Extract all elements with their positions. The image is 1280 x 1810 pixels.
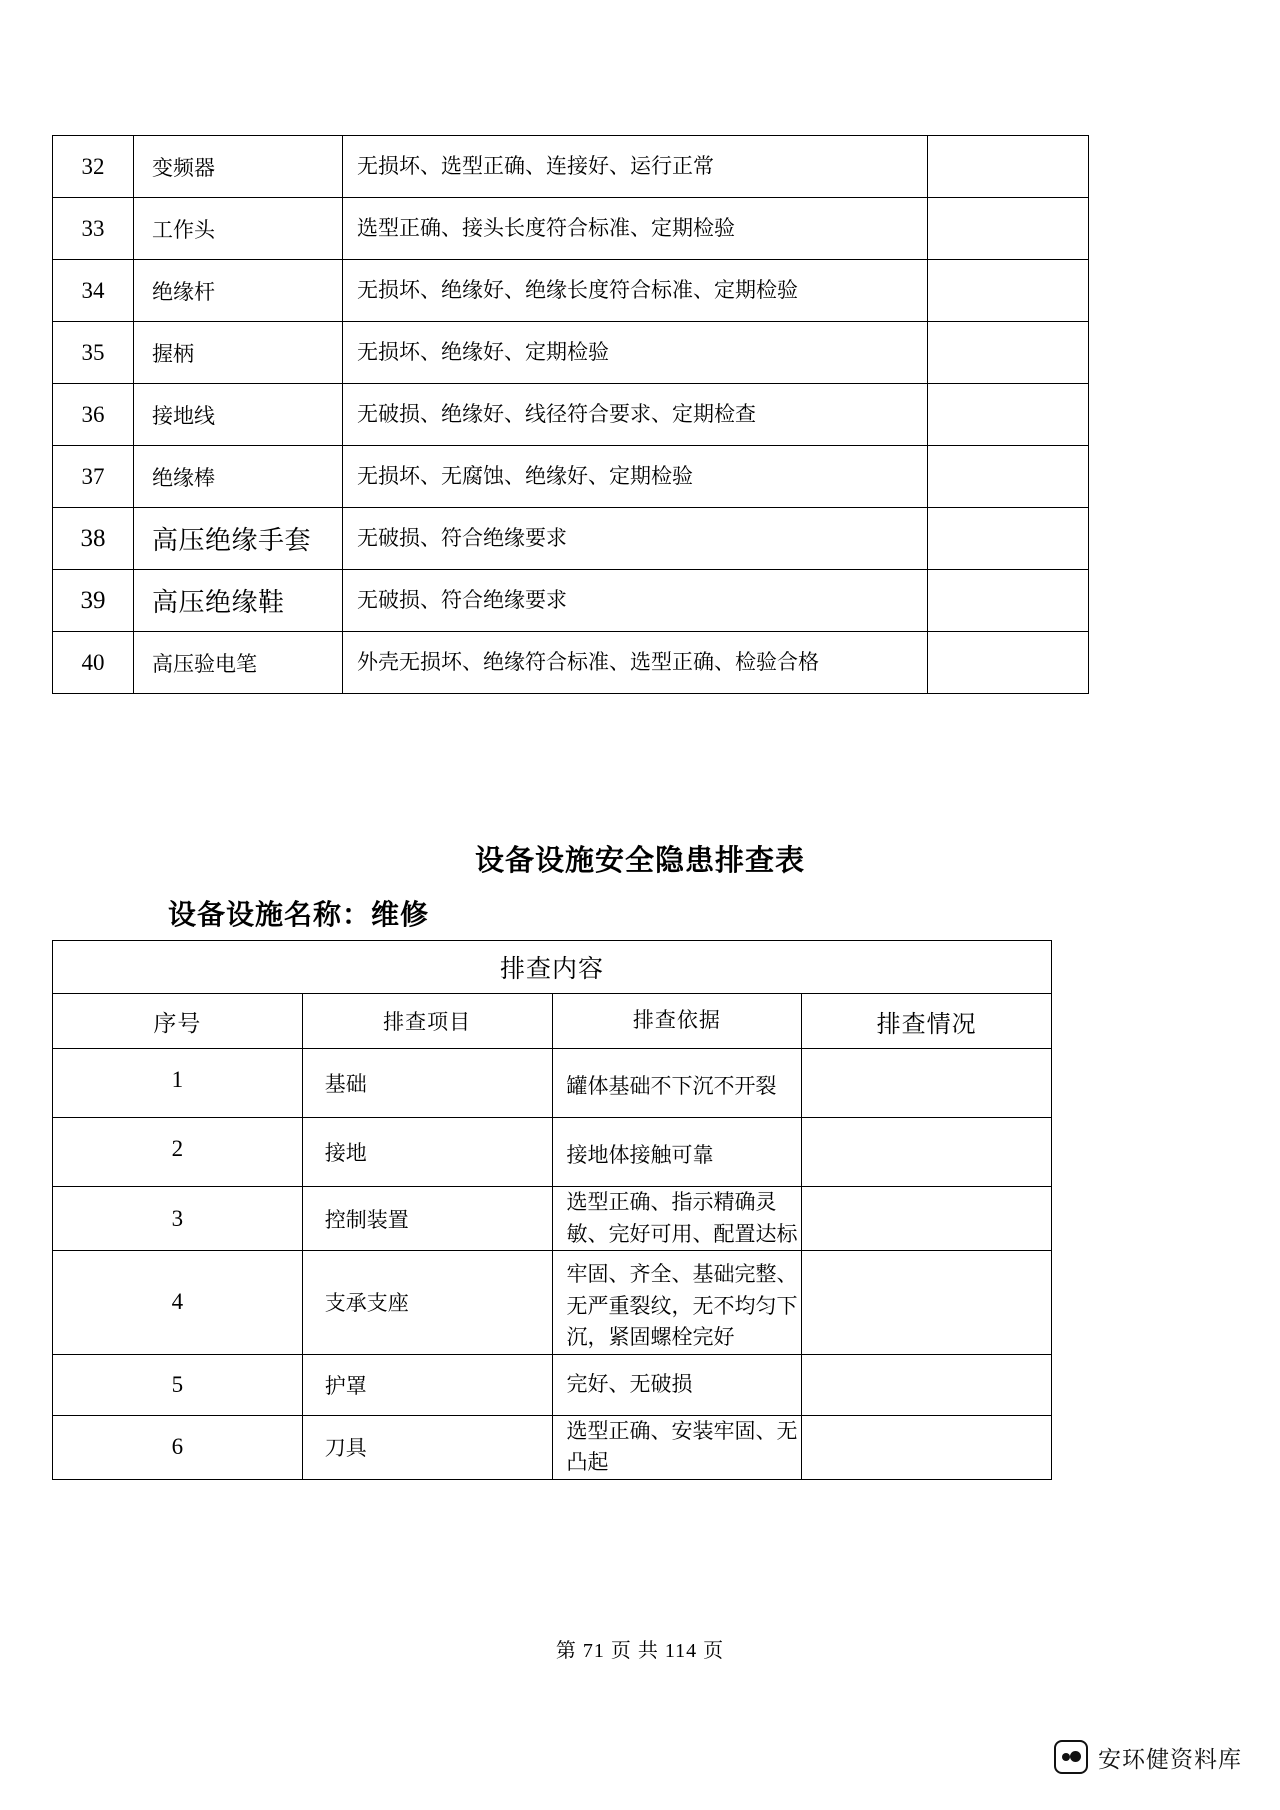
- row-number: 36: [53, 384, 134, 446]
- row-status: [928, 136, 1089, 198]
- row-status: [802, 1415, 1052, 1479]
- row-item: 支承支座: [302, 1251, 552, 1355]
- table-row: [53, 1354, 1052, 1415]
- row-basis: 完好、无破损: [552, 1354, 802, 1415]
- row-basis: 选型正确、接头长度符合标准、定期检验: [343, 198, 928, 260]
- row-item: 刀具: [302, 1415, 552, 1479]
- row-number: 3: [53, 1187, 303, 1251]
- row-status: [928, 446, 1089, 508]
- row-item: 高压绝缘手套: [134, 508, 343, 570]
- table-row: [53, 1049, 1052, 1118]
- row-status: [802, 1354, 1052, 1415]
- row-status: [928, 632, 1089, 694]
- row-basis: 无损坏、绝缘好、绝缘长度符合标准、定期检验: [343, 260, 928, 322]
- row-item: 接地: [302, 1118, 552, 1187]
- row-number: 34: [53, 260, 134, 322]
- row-item: 控制装置: [302, 1187, 552, 1251]
- row-item: 接地线: [134, 384, 343, 446]
- page-number-footer: 第 71 页 共 114 页: [555, 1640, 725, 1662]
- row-status: [928, 322, 1089, 384]
- column-header-no: 序号: [53, 994, 303, 1049]
- table-row: [53, 508, 1089, 570]
- table-row: [53, 570, 1089, 632]
- row-number: 2: [53, 1118, 303, 1187]
- equipment-name-label: 设备设施名称：维修: [168, 900, 430, 931]
- source-watermark: [1054, 1740, 1242, 1774]
- row-number: 33: [53, 198, 134, 260]
- table-row: [53, 1415, 1052, 1479]
- row-basis: 无损坏、选型正确、连接好、运行正常: [343, 136, 928, 198]
- row-number: 40: [53, 632, 134, 694]
- row-basis: 无破损、符合绝缘要求: [343, 508, 928, 570]
- table-row: [53, 632, 1089, 694]
- row-number: 38: [53, 508, 134, 570]
- row-item: 工作头: [134, 198, 343, 260]
- table-row: [53, 260, 1089, 322]
- row-item: 护罩: [302, 1354, 552, 1415]
- row-basis: 无损坏、绝缘好、定期检验: [343, 322, 928, 384]
- column-header-item: 排查项目: [302, 994, 552, 1049]
- row-basis: 无破损、绝缘好、线径符合要求、定期检查: [343, 384, 928, 446]
- row-status: [928, 260, 1089, 322]
- row-status: [928, 384, 1089, 446]
- row-status: [802, 1118, 1052, 1187]
- row-basis: 外壳无损坏、绝缘符合标准、选型正确、检验合格: [343, 632, 928, 694]
- row-basis: 无破损、符合绝缘要求: [343, 570, 928, 632]
- wechat-icon: [1054, 1740, 1088, 1774]
- row-number: 1: [53, 1049, 303, 1118]
- row-item: 高压验电笔: [134, 632, 343, 694]
- maintenance-checklist-table: [52, 940, 1052, 1480]
- row-status: [802, 1049, 1052, 1118]
- table-row: [53, 136, 1089, 198]
- column-header-status: 排查情况: [802, 994, 1052, 1049]
- row-item: 绝缘棒: [134, 446, 343, 508]
- row-item: 基础: [302, 1049, 552, 1118]
- column-header-basis: 排查依据: [552, 994, 802, 1049]
- row-item: 绝缘杆: [134, 260, 343, 322]
- row-number: 5: [53, 1354, 303, 1415]
- row-status: [802, 1251, 1052, 1355]
- table-row: [53, 446, 1089, 508]
- row-basis: 无损坏、无腐蚀、绝缘好、定期检验: [343, 446, 928, 508]
- row-number: 32: [53, 136, 134, 198]
- row-status: [928, 198, 1089, 260]
- row-basis: 罐体基础不下沉不开裂: [552, 1049, 802, 1118]
- row-status: [928, 508, 1089, 570]
- row-item: 高压绝缘鞋: [134, 570, 343, 632]
- row-basis: 选型正确、安装牢固、无凸起: [552, 1415, 802, 1479]
- watermark-label: 安环健资料库: [1098, 1745, 1242, 1772]
- row-basis: 牢固、齐全、基础完整、无严重裂纹，无不均匀下沉，紧固螺栓完好: [552, 1251, 802, 1355]
- row-number: 4: [53, 1251, 303, 1355]
- table-row: [53, 198, 1089, 260]
- row-number: 6: [53, 1415, 303, 1479]
- row-item: 握柄: [134, 322, 343, 384]
- row-number: 39: [53, 570, 134, 632]
- table-header-row: [53, 994, 1052, 1049]
- table-header-merged-row: [53, 941, 1052, 994]
- table-row: [53, 1187, 1052, 1251]
- row-basis: 接地体接触可靠: [552, 1118, 802, 1187]
- equipment-checklist-table-continued: [52, 135, 1089, 694]
- table-row: [53, 1118, 1052, 1187]
- row-status: [928, 570, 1089, 632]
- row-number: 35: [53, 322, 134, 384]
- row-number: 37: [53, 446, 134, 508]
- page-title: 设备设施安全隐患排查表: [474, 845, 805, 877]
- table-merged-header: 排查内容: [53, 941, 1052, 994]
- row-basis: 选型正确、指示精确灵敏、完好可用、配置达标: [552, 1187, 802, 1251]
- row-item: 变频器: [134, 136, 343, 198]
- table-row: [53, 384, 1089, 446]
- table-row: [53, 322, 1089, 384]
- row-status: [802, 1187, 1052, 1251]
- table-row: [53, 1251, 1052, 1355]
